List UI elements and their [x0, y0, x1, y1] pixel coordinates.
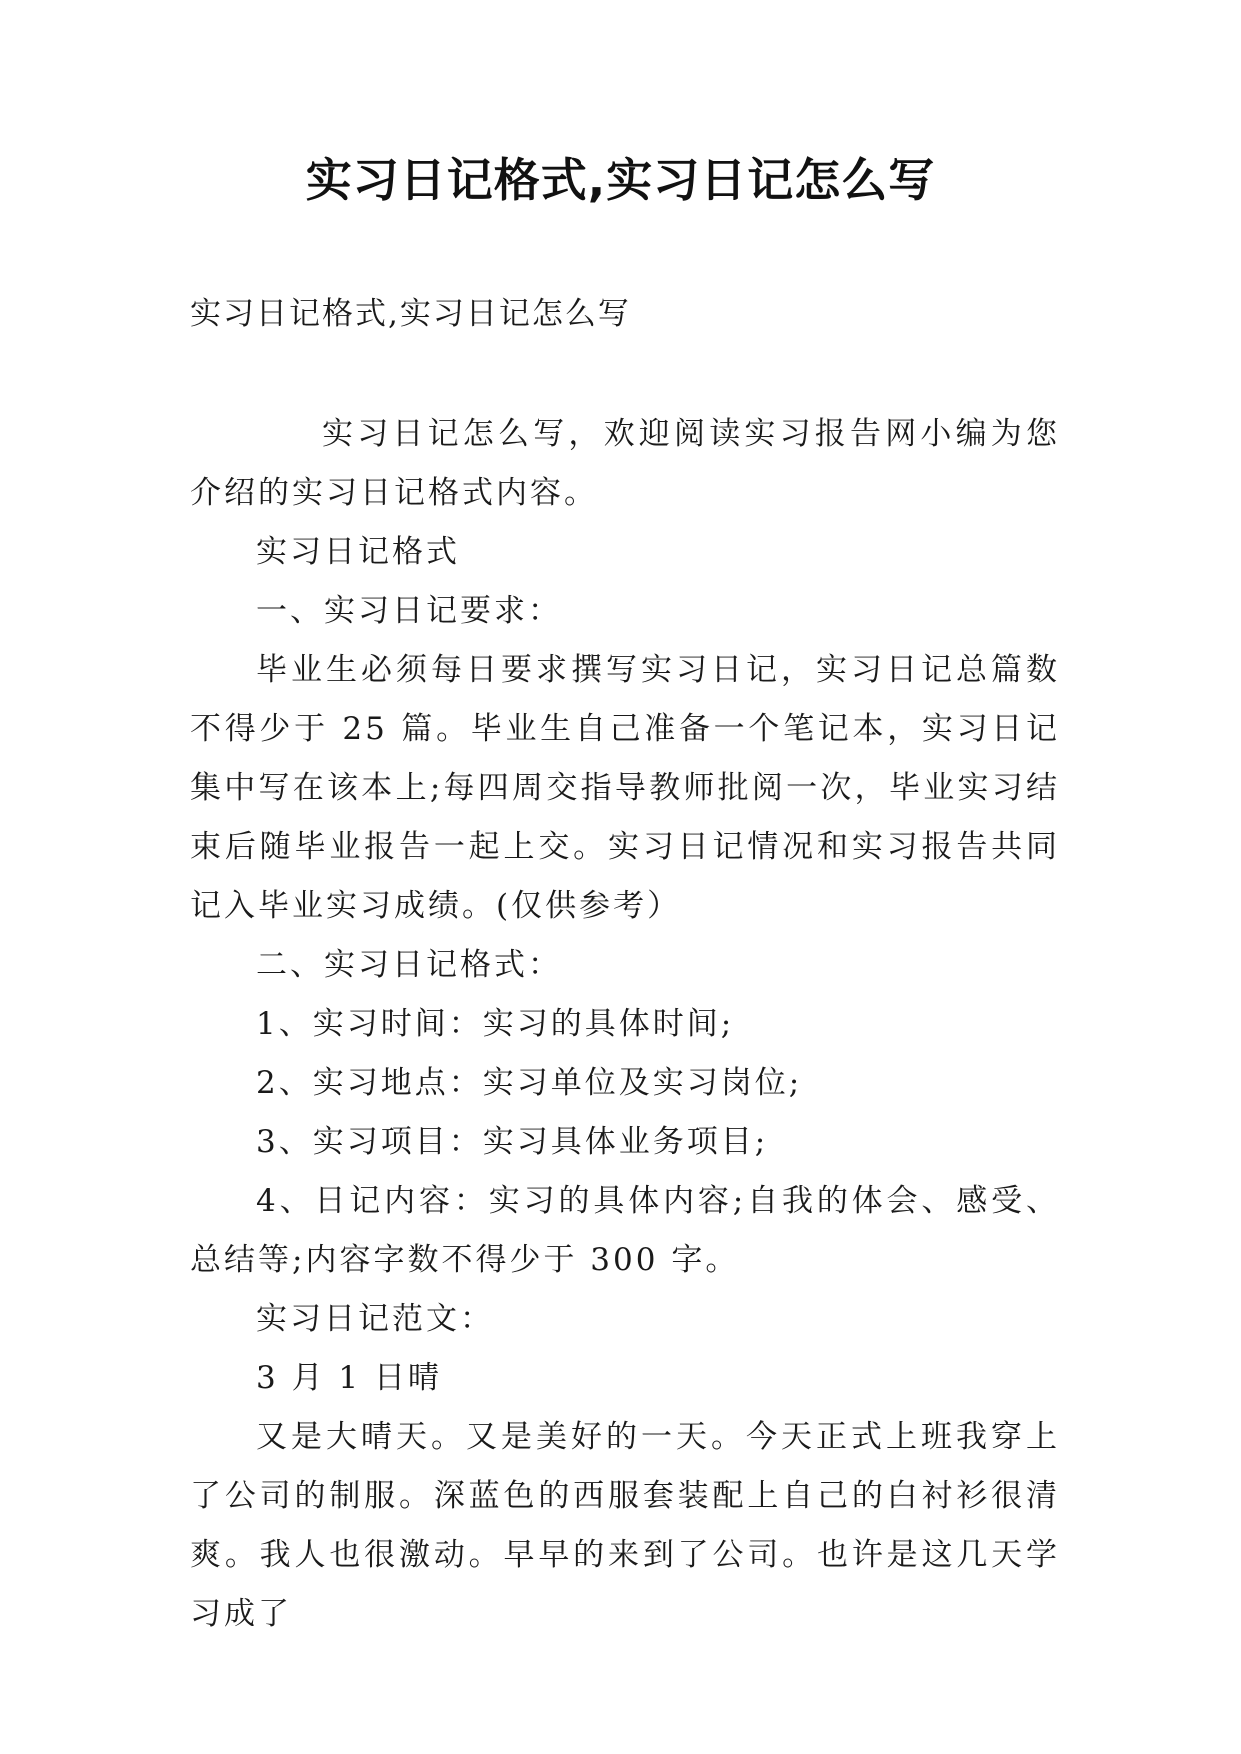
section-heading-format: 实习日记格式 [256, 534, 460, 570]
diary-entry-paragraph: 又是大晴天。又是美好的一天。今天正式上班我穿上了公司的制服。深蓝色的西服套装配上自己的白衬衫很清爽。我人也很激动。早早的来到了公司。也许是这几天学习成了 [190, 1419, 1060, 1632]
requirements-paragraph: 毕业生必须每日要求撰写实习日记，实习日记总篇数不得少于 25 篇。毕业生自己准备一个笔记本，实习日记集中写在该本上;每四周交指导教师批阅一次，毕业实习结束后随毕业报告一起上交。实习日记情况和实习报告共同记入毕业实习成绩。(仅供参考） [190, 652, 1060, 924]
document-body [190, 405, 1060, 1644]
list-item-time: 1、实习时间：实习的具体时间; [256, 1006, 735, 1042]
intro-paragraph: 实习日记怎么写，欢迎阅读实习报告网小编为您介绍的实习日记格式内容。 [190, 416, 1060, 511]
list-item-location: 2、实习地点：实习单位及实习岗位; [256, 1065, 803, 1101]
list-item-project: 3、实习项目：实习具体业务项目; [256, 1124, 769, 1160]
section-heading-diary-format: 二、实习日记格式： [256, 947, 562, 983]
document-title: 实习日记格式,实习日记怎么写 [305, 153, 936, 207]
list-item-content: 4、日记内容：实习的具体内容;自我的体会、感受、总结等;内容字数不得少于 300 字。 [190, 1183, 1060, 1278]
diary-date: 3 月 1 日晴 [256, 1360, 443, 1396]
section-heading-requirements: 一、实习日记要求： [256, 593, 562, 629]
document-subtitle: 实习日记格式,实习日记怎么写 [190, 296, 631, 332]
section-heading-sample: 实习日记范文： [256, 1301, 494, 1337]
